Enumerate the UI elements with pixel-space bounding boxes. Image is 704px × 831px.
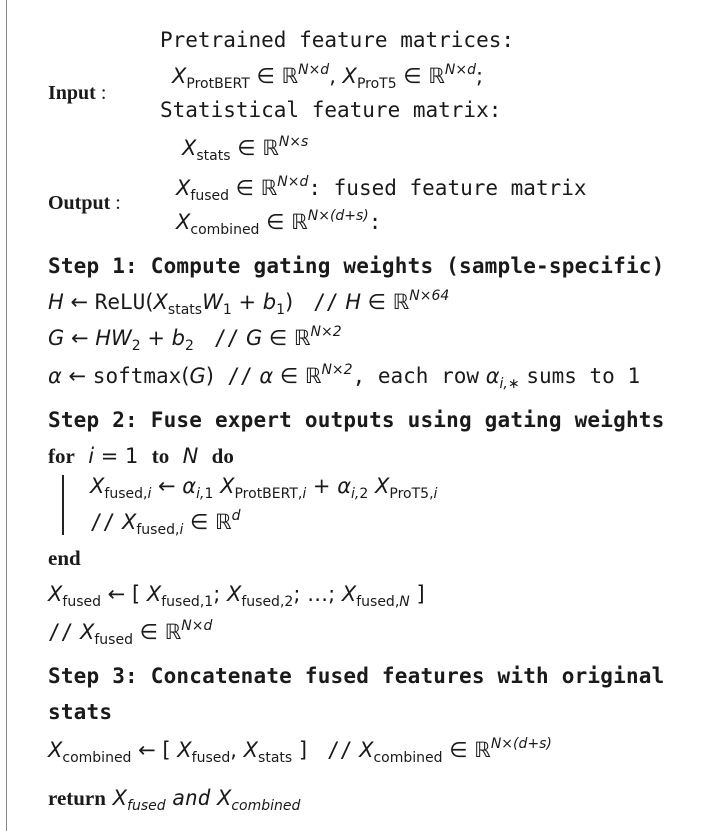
sub-stats-3: stats — [258, 750, 293, 766]
do-keyword: do — [211, 444, 234, 468]
return-keyword: return — [48, 786, 106, 810]
step-1-heading: Step 1: Compute gating weights (sample-specific) — [48, 254, 665, 278]
loop-body-bar — [62, 475, 64, 535]
input-label — [48, 82, 106, 105]
sub-combined-r: combined — [231, 798, 301, 814]
comment-5: // — [48, 620, 74, 644]
input-line-1: Pretrained feature matrices: — [160, 28, 515, 52]
sub-protbert: ProtBERT — [186, 76, 250, 92]
input-line-4: $X_{stats}$ ∈ ℝ$^{N\times s}$ — [182, 134, 309, 164]
sub-combined-1: combined — [62, 750, 132, 766]
sub-fused-c1: fused — [62, 594, 101, 610]
sub-fused-c2: fused — [161, 594, 200, 610]
step-1-line-g: G ← $HW_2 + b_2$ // G ∈ ℝ$^{N\times 2}$ — [48, 324, 342, 354]
step-1-line-h: H ← $ReLU(X_{stats}W_1 + b_1) // H$ ∈ ℝ$^{N\times 64}$ — [48, 288, 450, 318]
combined-line: $X_{combined}$ ← [ $X_{fused}$, $X_{stats}$ ] // $X_{combined}$ ∈ ℝ$^{N\times(d+s)}$ — [48, 736, 552, 766]
sub-stats-2: stats — [167, 302, 203, 318]
sums-to-text: sums to 1 — [526, 364, 641, 388]
sub-fused-o1: fused — [190, 188, 229, 204]
step-3-heading-line-1: Step 3: Concatenate fused features with original — [48, 664, 665, 688]
end-keyword: end — [48, 546, 81, 570]
sub-fused-l1: fused — [104, 486, 143, 502]
step-3-heading-line-2: stats — [48, 700, 113, 724]
input-line-3: Statistical feature matrix: — [160, 98, 502, 122]
sub-fused-s1: fused — [191, 750, 231, 766]
sub-fused-r: fused — [127, 798, 166, 814]
sub-combined-2: combined — [373, 750, 443, 766]
sub-prott5-l1: ProT5 — [389, 486, 430, 502]
sub-stats-1: stats — [196, 148, 231, 164]
sub-fused-l2: fused — [136, 522, 175, 538]
output-line-2: $X_{combined}$ ∈ ℝ$^{N\times(d+s)}$: — [176, 208, 382, 238]
for-keyword: for — [48, 444, 75, 468]
to-keyword: to — [151, 444, 170, 468]
output-tail-1: : fused feature matrix — [308, 176, 587, 200]
output-tail-2: : — [368, 210, 382, 234]
sub-fused-c5: fused — [94, 632, 133, 648]
sub-prott5: ProT5 — [356, 76, 397, 92]
loop-line-2: // $X_{fused,i}$ ∈ ℝ$^d$ — [90, 508, 241, 538]
comment-1: // — [313, 290, 339, 314]
relu-fn: ReLU — [94, 290, 146, 314]
output-label-text: Output — [48, 192, 111, 214]
step-1-line-alpha: α ← softmax(G) // α ∈ ℝ$^{N\times 2}$, each row $\alpha_{i,∗}$ sums to 1 — [48, 362, 641, 392]
sub-fused-c3: fused — [241, 594, 280, 610]
comment-4: // — [90, 510, 116, 534]
softmax-fn: softmax — [92, 364, 182, 388]
input-colon: : — [100, 82, 107, 104]
and-word: and — [172, 786, 211, 810]
output-colon: : — [115, 192, 121, 214]
comment-6: // — [327, 738, 353, 762]
concat-line: $X_{fused}$ ← [ $X_{fused,1}$; $X_{fused,2}$; …; $X_{fused,N}$ ] — [48, 582, 425, 610]
output-label — [48, 192, 121, 215]
input-line-2: $X_{ProtBERT}$ ∈ ℝ$^{N\times d}$, $X_{ProT5}$ ∈ ℝ$^{N\times d}$; — [172, 62, 484, 92]
for-line: for i = 1 to N do — [48, 444, 234, 468]
left-border — [6, 0, 7, 831]
sub-fused-c4: fused — [356, 594, 395, 610]
step-2-heading: Step 2: Fuse expert outputs using gating weights — [48, 408, 665, 432]
output-line-1: $X_{fused}$ ∈ ℝ$^{N\times d}$: fused feature matrix — [176, 174, 587, 204]
concat-comment-line: // $X_{fused}$ ∈ ℝ$^{N\times d}$ — [48, 618, 213, 648]
sub-combined-o2: combined — [190, 222, 260, 238]
each-row-text: , each row — [352, 364, 480, 388]
input-label-text: Input — [48, 82, 96, 104]
comment-2: // — [213, 326, 240, 350]
sub-protbert-l1: ProtBERT — [234, 486, 298, 502]
loop-line-1: $X_{fused,i}$ ← $\alpha_{i,1}$ $X_{ProtBERT,i} + \alpha_{i,2}$ $X_{ProT5,i}$ — [90, 474, 438, 502]
comment-3: // — [227, 364, 253, 388]
return-line: return $X_{fused}$ and $X_{combined}$ — [48, 786, 301, 814]
